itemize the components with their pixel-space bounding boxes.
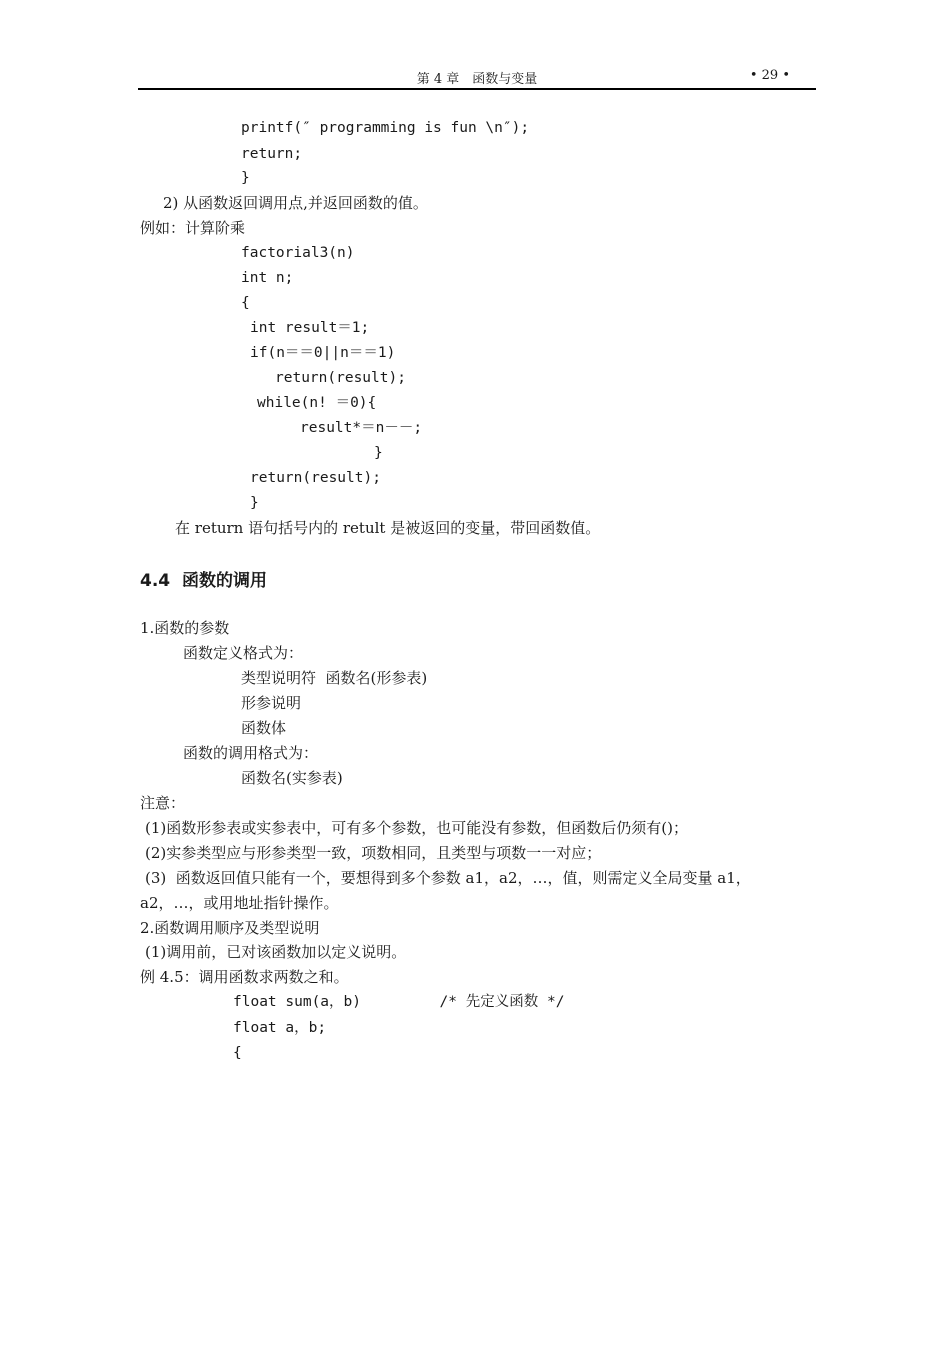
code-line: while(n! ＝0){ <box>257 395 377 411</box>
code-line: float a，b; <box>233 1020 327 1036</box>
code-line: float sum(a，b) /* 先定义函数 */ <box>233 994 565 1010</box>
chapter-title: 第 4 章 函数与变量 <box>416 72 538 87</box>
text-line: 类型说明符 函数名(形参表) <box>241 669 428 687</box>
text-line: 函数名(实参表) <box>241 769 343 787</box>
code-line: { <box>241 295 250 311</box>
code-line: return(result); <box>250 470 381 486</box>
code-line: } <box>374 445 383 461</box>
text-line: 在 return 语句括号内的 retult 是被返回的变量，带回函数值。 <box>175 519 601 537</box>
code-line: factorial3(n) <box>241 245 355 261</box>
code-line: } <box>250 495 259 511</box>
text-line: (1)函数形参表或实参表中，可有多个参数，也可能没有参数，但函数后仍须有()； <box>145 819 688 837</box>
text-line: 2) 从函数返回调用点,并返回函数的值。 <box>163 194 428 212</box>
text-line: a2，…，或用地址指针操作。 <box>140 894 339 912</box>
text-line: 例如：计算阶乘 <box>140 219 246 237</box>
code-line: } <box>241 170 250 186</box>
code-line: return; <box>241 146 303 162</box>
text-line: 形参说明 <box>241 694 302 712</box>
text-line: 例 4.5：调用函数求两数之和。 <box>140 968 349 986</box>
text-line: (2)实参类型应与形参类型一致，项数相同，且类型与项数一一对应； <box>145 844 602 862</box>
code-line: int n; <box>241 270 294 286</box>
text-line: 1.函数的参数 <box>140 619 230 637</box>
code-line: if(n＝＝0||n＝＝1) <box>250 345 396 361</box>
code-line: result*＝n－－; <box>300 420 423 436</box>
text-line: (1)调用前，已对该函数加以定义说明。 <box>145 943 407 961</box>
code-line: return(result); <box>275 370 406 386</box>
text-line: 函数定义格式为： <box>183 644 304 662</box>
section-heading: 4.4 函数的调用 <box>140 571 267 591</box>
text-line: 函数的调用格式为： <box>183 744 319 762</box>
code-line: { <box>233 1045 242 1061</box>
code-line: printf(″ programming is fun \n″); <box>241 120 530 136</box>
text-line: 注意： <box>140 794 186 812</box>
code-line: int result＝1; <box>250 320 370 336</box>
text-line: 函数体 <box>241 719 287 737</box>
text-line: (3) 函数返回值只能有一个，要想得到多个参数 a1，a2，…，值，则需定义全局变量 a1， <box>145 869 751 887</box>
page-header <box>138 66 816 90</box>
page-number: • 29 • <box>749 68 790 83</box>
text-line: 2.函数调用顺序及类型说明 <box>140 919 320 937</box>
